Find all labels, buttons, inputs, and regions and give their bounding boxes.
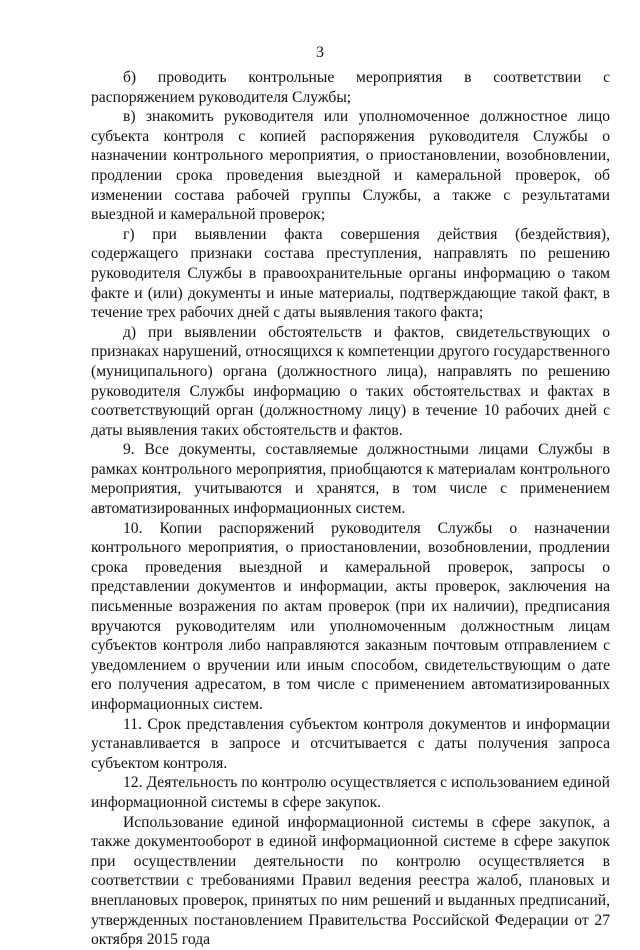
paragraph-v: в) знакомить руководителя или уполномоченное должностное лицо субъекта контроля с копией распоряжения руководителя Службы о назначении контрольного мероприятия, о приостановлении, возобновлении, продлении срока проведения выездной и камеральной проверок, об изменении состава рабочей группы Службы, а также с результатами выездной и камеральной проверок; (91, 108, 610, 224)
document-body (91, 68, 610, 950)
paragraph-b: б) проводить контрольные мероприятия в соответствии с распоряжением руководителя Службы; (91, 69, 610, 106)
page-number: 3 (316, 44, 324, 61)
paragraph-9: 9. Все документы, составляемые должностными лицами Службы в рамках контрольного мероприятия, приобщаются к материалам контрольного мероприятия, учитываются и хранятся, в том числе с применением автоматизированных информационных систем. (91, 441, 610, 518)
paragraph-g: г) при выявлении факта совершения действия (бездействия), содержащего признаки состава преступления, направлять по решению руководителя Службы в правоохранительные органы информацию о таком факте и (или) документы и иные материалы, подтверждающие такой факт, в течение трех рабочих дней с даты выявления такого факта; (91, 225, 610, 322)
paragraph-11: 11. Срок представления субъектом контроля документов и информации устанавливается в запросе и отсчитывается с даты получения запроса субъектом контроля. (91, 715, 610, 772)
paragraph-10: 10. Копии распоряжений руководителя Службы о назначении контрольного мероприятия, о приостановлении, возобновлении, продлении срока проведения выездной и камеральной проверок, запросы о представлении документов и информации, акты проверок, заключения на письменные возражения по актам проверок (при их наличии), предписания вручаются руководителям или уполномоченным должностным лицам субъектов контроля либо направляются заказным почтовым отправлением с уведомлением о вручении или иным способом, свидетельствующим о дате его получения адресатом, в том числе с применением автоматизированных информационных систем. (91, 519, 610, 713)
paragraph-12-continuation: Использование единой информационной системы в сфере закупок, а также документооборот в единой информационной системе в сфере закупок при осуществлении деятельности по контролю осуществляется в соответствии с требованиями Правил ведения реестра жалоб, плановых и внеплановых проверок, принятых по ним решений и выданных предписаний, утвержденных постановлением Правительства Российской Федерации от 27 октября 2015 года (91, 813, 610, 949)
paragraph-12: 12. Деятельность по контролю осуществляется с использованием единой информационной системы в сфере закупок. (91, 774, 610, 811)
paragraph-d: д) при выявлении обстоятельств и фактов, свидетельствующих о признаках нарушений, относящихся к компетенции другого государственного (муниципального) органа (должностного лица), направлять по решению руководителя Службы информацию о таких обстоятельствах и фактах в соответствующий орган (должностному лицу) в течение 10 рабочих дней с даты выявления таких обстоятельств и фактов. (91, 323, 610, 439)
